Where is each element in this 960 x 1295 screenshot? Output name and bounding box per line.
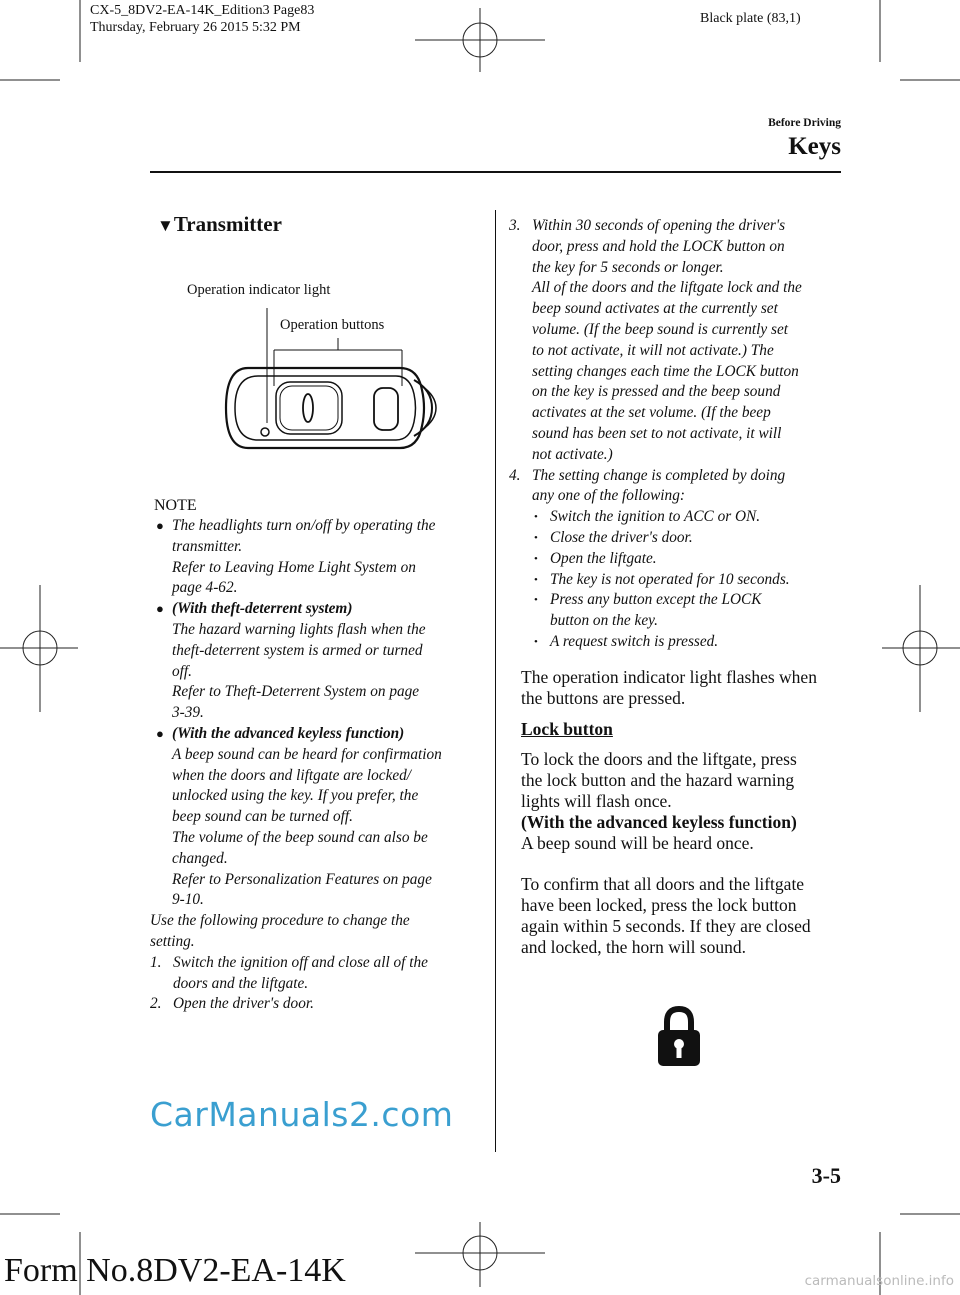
option-text: button on the key. — [550, 612, 658, 630]
note-condition: (With theft-deterrent system) — [172, 600, 353, 618]
steps-right — [509, 216, 847, 507]
step-number: 3. — [509, 217, 521, 234]
note-text: when the doors and liftgate are locked/ — [172, 766, 412, 784]
paragraph-line: the lock button and the hazard warning — [521, 770, 795, 790]
note-text: transmitter. — [172, 537, 243, 555]
sub-bullet-icon: • — [534, 552, 538, 565]
lock-icon — [655, 1004, 703, 1068]
note-bullets — [152, 516, 487, 911]
step-3 — [509, 216, 847, 466]
paragraph-line: have been locked, press the lock button — [521, 895, 797, 915]
option-item — [532, 570, 847, 591]
step-text: setting changes each time the LOCK button — [532, 362, 799, 380]
note-bullet-2 — [152, 599, 487, 724]
paragraph-line: To confirm that all doors and the liftgate — [521, 874, 805, 894]
step-text: The setting change is completed by doing — [532, 466, 786, 484]
note-text: Refer to Leaving Home Light System on — [172, 558, 416, 576]
note-text: Refer to Personalization Features on page — [172, 870, 432, 888]
condition-line: (With the advanced keyless function) — [521, 812, 797, 832]
step-4-options — [509, 507, 847, 653]
triangle-icon: ▼ — [157, 216, 174, 235]
steps-left — [150, 953, 487, 1015]
note-text: 9-10. — [172, 891, 204, 909]
option-text: Close the driver's door. — [550, 528, 693, 546]
step-text: All of the doors and the liftgate lock and the — [532, 279, 802, 297]
paragraph-line: The operation indicator light flashes when — [521, 667, 817, 687]
step-text: the key for 5 seconds or longer. — [532, 258, 724, 276]
note-title: NOTE — [154, 497, 197, 514]
note-text: page 4-62. — [172, 579, 238, 597]
lock-button-paragraph-1 — [521, 749, 851, 854]
form-number: Form No.8DV2-EA-14K — [4, 1252, 346, 1289]
transmitter-diagram — [218, 298, 448, 473]
header-rule — [150, 171, 841, 173]
note-text: A beep sound can be heard for confirmation — [172, 745, 442, 763]
step-text: not activate.) — [532, 445, 613, 463]
paragraph-line: and locked, the horn will sound. — [521, 937, 747, 957]
option-item — [532, 507, 847, 528]
right-column — [507, 216, 847, 653]
step-text: Open the driver's door. — [173, 995, 314, 1013]
option-text: The key is not operated for 10 seconds. — [550, 570, 790, 588]
chapter-title: Keys — [788, 133, 841, 160]
note-text: changed. — [172, 849, 228, 867]
step-text: Within 30 seconds of opening the driver's — [532, 217, 786, 234]
step-text: sound has been set to not activate, it will — [532, 424, 782, 442]
note-text: Refer to Theft-Deterrent System on page — [172, 683, 420, 701]
note-text: The headlights turn on/off by operating the — [172, 517, 436, 534]
option-text: Switch the ignition to ACC or ON. — [550, 508, 761, 526]
bullet-icon: ● — [156, 725, 164, 741]
label-operation-buttons: Operation buttons — [280, 317, 385, 333]
step-text: any one of the following: — [532, 487, 685, 505]
procedure-intro-line: Use the following procedure to change the — [150, 912, 410, 930]
option-text: Press any button except the LOCK — [550, 591, 762, 609]
note-text: unlocked using the key. If you prefer, the — [172, 787, 419, 805]
plate-label: Black plate (83,1) — [700, 11, 801, 26]
step-1 — [150, 953, 487, 995]
step-text: door, press and hold the LOCK button on — [532, 237, 785, 255]
sub-bullet-icon: • — [534, 635, 538, 648]
procedure-intro — [150, 911, 487, 953]
note-text: 3-39. — [172, 704, 204, 722]
option-item — [532, 528, 847, 549]
print-meta — [90, 2, 314, 36]
step-text: activates at the set volume. (If the beep — [532, 404, 771, 422]
bullet-icon: ● — [156, 601, 164, 617]
note-text: off. — [172, 662, 192, 680]
step-text: doors and the liftgate. — [173, 974, 309, 992]
lock-button-paragraph-2 — [521, 874, 851, 958]
section-title — [157, 212, 282, 237]
step-4 — [509, 466, 847, 508]
paragraph-line: To lock the doors and the liftgate, press — [521, 749, 797, 769]
note-text: The hazard warning lights flash when the — [172, 620, 426, 638]
note-condition: (With the advanced keyless function) — [172, 724, 405, 742]
paragraph-line: the buttons are pressed. — [521, 688, 686, 708]
watermark-carmanualsonline: carmanualsonline.info — [804, 1273, 954, 1289]
bullet-icon: ● — [156, 518, 164, 533]
paragraph-line: lights will flash once. — [521, 791, 672, 811]
note-bullet-3 — [152, 724, 487, 911]
option-text: A request switch is pressed. — [550, 632, 719, 650]
step-text: beep sound activates at the currently set — [532, 300, 778, 318]
option-text: Open the liftgate. — [550, 549, 657, 567]
sub-bullet-icon: • — [534, 511, 538, 524]
page-number: 3-5 — [811, 1163, 841, 1188]
step-number: 1. — [150, 953, 162, 971]
section-title-text: Transmitter — [173, 212, 282, 236]
column-divider — [495, 210, 496, 1152]
lock-button-heading: Lock button — [521, 719, 613, 739]
note-block — [152, 497, 487, 1015]
paragraph-line: again within 5 seconds. If they are closed — [521, 916, 811, 936]
step-text: on the key is pressed and the beep sound — [532, 383, 781, 401]
indicator-paragraph — [521, 667, 851, 709]
sub-bullet-icon: • — [534, 594, 538, 607]
sub-bullet-icon: • — [534, 573, 538, 586]
sub-bullet-icon: • — [534, 531, 538, 544]
step-text: to not activate, it will not activate.) The — [532, 341, 774, 359]
option-item — [532, 590, 847, 632]
paragraph-line: A beep sound will be heard once. — [521, 833, 754, 853]
note-text: theft-deterrent system is armed or turned — [172, 641, 423, 659]
note-text: The volume of the beep sound can also be — [172, 828, 428, 846]
step-text: Switch the ignition off and close all of the — [173, 953, 428, 971]
label-indicator-light: Operation indicator light — [187, 282, 331, 298]
watermark-carmanuals2: CarManuals2.com — [150, 1095, 454, 1134]
step-text: volume. (If the beep sound is currently set — [532, 320, 789, 338]
meta-line-1: CX-5_8DV2-EA-14K_Edition3 Page83 — [90, 3, 315, 18]
option-item — [532, 549, 847, 570]
step-number: 4. — [509, 466, 521, 484]
step-number: 2. — [150, 995, 162, 1013]
section-header: Before Driving — [768, 117, 841, 129]
procedure-intro-line: setting. — [150, 932, 195, 950]
option-item — [532, 632, 847, 653]
meta-line-2: Thursday, February 26 2015 5:32 PM — [90, 20, 301, 35]
step-2 — [150, 994, 487, 1015]
note-text: beep sound can be turned off. — [172, 808, 353, 826]
note-bullet-1 — [152, 516, 487, 599]
